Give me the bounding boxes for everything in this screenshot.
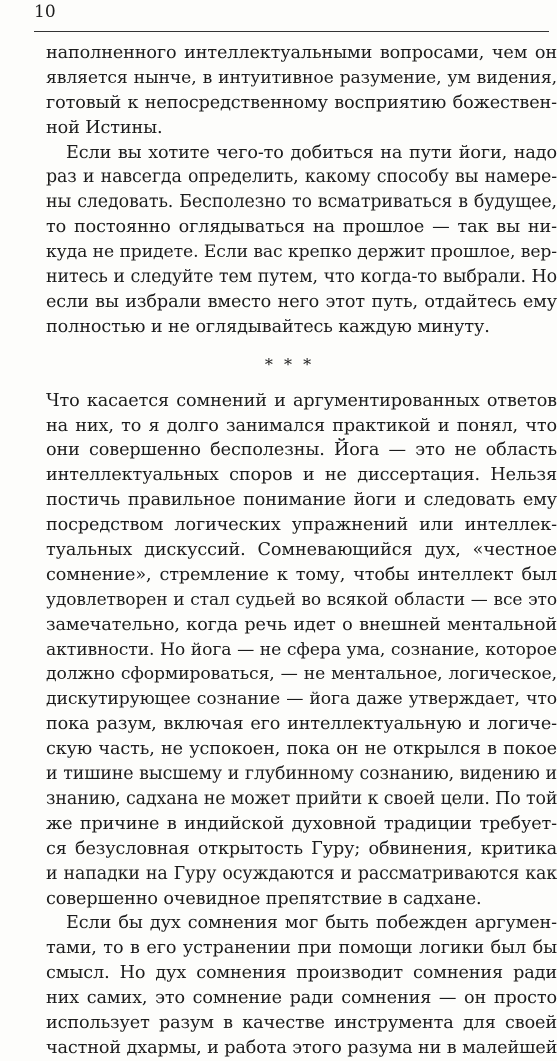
text-line: является нынче, в интуитивное разумение, ум видения, <box>46 67 557 88</box>
text-line: посредством логических упражнений или интеллек- <box>46 515 557 536</box>
text-line: же причине в индийской духовной традиции требует- <box>46 813 557 834</box>
text-line: ной Истины. <box>46 117 163 138</box>
text-line: смысл. Но дух сомнения производит сомнения ради <box>46 963 557 984</box>
text-line: полностью и не оглядывайтесь каждую минуту. <box>46 316 490 337</box>
text-line: раз и навсегда определить, какому способу вы намере- <box>46 167 557 188</box>
text-line: активности. Но йога — не сфера ума, сознание, которое <box>46 639 557 660</box>
text-line: них самих, это сомнение ради сомнения — он просто <box>46 988 557 1009</box>
text-line: совершенно очевидное препятствие в садхане. <box>46 888 482 909</box>
text-line: дискутирующее сознание — йога даже утверждает, что <box>46 689 557 710</box>
text-line: и тишине высшему и глубинному сознанию, видению и <box>46 764 557 785</box>
page-header <box>34 0 549 32</box>
text-line: интеллектуальных споров и не диссертация. Нельзя <box>46 465 557 486</box>
text-line: удовлетворен и стал судьей во всякой области — все это <box>46 589 557 610</box>
paragraph <box>46 389 557 912</box>
text-line: Если вы хотите чего-то добиться на пути йоги, надо <box>66 142 557 163</box>
text-line: нитесь и следуйте тем путем, что когда-то выбрали. Но <box>46 267 557 288</box>
text-line: использует разум в качестве инструмента для своей <box>46 1012 557 1033</box>
text-line: готовый к непосредственному восприятию божествен- <box>46 92 557 113</box>
paragraph <box>46 911 557 1060</box>
text-line: тами, то в его устранении при помощи логики был бы <box>46 938 557 959</box>
text-line: знанию, садхана не может прийти к своей цели. По той <box>46 788 557 809</box>
paragraph <box>46 141 557 340</box>
text-line: должно сформироваться, — не ментальное, логическое, <box>46 664 557 685</box>
text-line: и нападки на Гуру осуждаются и рассматриваются как <box>46 863 557 884</box>
text-line: частной дхармы, и работа этого разума ни в малейшей <box>46 1037 557 1058</box>
text-line: ся безусловная открытость Гуру; обвинения, критика <box>46 838 557 859</box>
text-line: наполненного интеллектуальными вопросами, чем он <box>46 43 557 63</box>
text-line: если вы избрали вместо него этот путь, отдайтесь ему <box>46 291 557 312</box>
text-line: скую часть, не успокоен, пока он не открылся в покое <box>46 739 557 760</box>
text-line: сомнение», стремление к тому, чтобы интеллект был <box>46 564 557 585</box>
text-line: туальных дискуссий. Сомневающийся дух, «честное <box>46 540 557 561</box>
text-line: Что касается сомнений и аргументированных ответов <box>46 390 557 411</box>
paragraph <box>46 41 557 141</box>
body-text <box>46 41 557 1061</box>
page-number: 10 <box>34 2 56 22</box>
text-line: Если бы дух сомнения мог быть побежден аргумен- <box>66 913 557 934</box>
section-separator: * * * <box>264 354 315 374</box>
text-line: замечательно, когда речь идет о внешней ментальной <box>46 614 557 635</box>
text-line: то постоянно оглядываться на прошлое — так вы ни- <box>46 217 557 238</box>
text-line: они совершенно бесполезны. Йога — это не область <box>46 440 557 461</box>
text-line: пока разум, включая его интеллектуальную и логиче- <box>46 714 557 735</box>
text-line: ны следовать. Бесполезно то всматриваться в будущее, <box>46 192 557 213</box>
text-line: куда не придете. Если вас крепко держит прошлое, вер- <box>46 242 557 263</box>
text-line: на них, то я долго занимался практикой и понял, что <box>46 415 557 436</box>
text-line: постичь правильное понимание йоги и следовать ему <box>46 490 557 511</box>
